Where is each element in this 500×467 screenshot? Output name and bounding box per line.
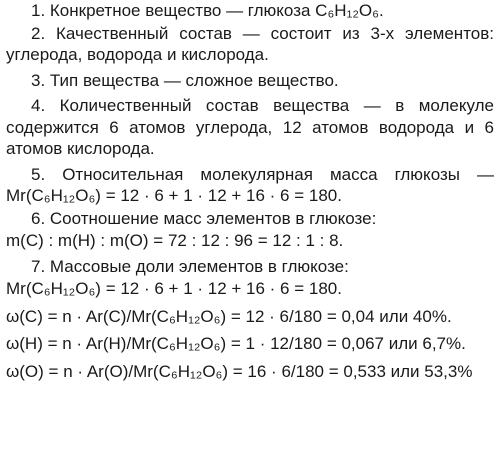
- item-5-text: 5. Относительная молекулярная масса глюкозы — Mr(C₆H₁₂O₆) = 12 · 6 + 1 · 12 + 16 · 6 = 180.: [6, 164, 494, 205]
- item-5-molecular-mass: [6, 164, 494, 207]
- item-7-hydrogen-fraction: [6, 333, 494, 355]
- item-4-text: 4. Количественный состав вещества — в молекуле содержится 6 атомов углерода, 12 атомов водорода и 6 атомов кислорода.: [6, 96, 494, 158]
- item-2-qualitative-composition: [6, 23, 494, 66]
- item-6-ratio-text: m(C) : m(H) : m(O) = 72 : 12 : 96 = 12 : 1 : 8.: [6, 231, 344, 250]
- item-6-heading-text: 6. Соотношение масс элементов в глюкозе:: [31, 208, 377, 228]
- item-4-quantitative-composition: [6, 95, 494, 160]
- item-6-mass-ratio: [6, 230, 494, 252]
- oxygen-fraction-text: ω(O) = n · Ar(O)/Mr(C₆H₁₂O₆) = 16 · 6/180 = 0,533 или 53,3%: [6, 361, 473, 381]
- item-1-text: 1. Конкретное вещество — глюкоза C₆H₁₂O₆.: [31, 1, 384, 20]
- item-7-mr-text: Mr(C₆H₁₂O₆) = 12 · 6 + 1 · 12 + 16 · 6 = 180.: [6, 279, 342, 298]
- item-2-text: 2. Качественный состав — состоит из 3-х элементов: углерода, водорода и кислорода.: [6, 23, 494, 64]
- item-1-specific-substance: [6, 0, 494, 22]
- item-3-substance-type: [6, 70, 494, 92]
- item-7-carbon-fraction: [6, 306, 494, 328]
- item-7-oxygen-fraction: [6, 361, 494, 383]
- hydrogen-fraction-text: ω(H) = n · Ar(H)/Mr(C₆H₁₂O₆) = 1 · 12/180 = 0,067 или 6,7%.: [6, 334, 466, 353]
- item-6-heading: [6, 208, 494, 230]
- item-7-heading-text: 7. Массовые доли элементов в глюкозе:: [31, 256, 349, 276]
- item-7-molecular-mass-formula: [6, 278, 494, 300]
- item-3-text: 3. Тип вещества — сложное вещество.: [31, 70, 339, 90]
- item-7-heading: [6, 256, 494, 278]
- carbon-fraction-text: ω(C) = n · Ar(C)/Mr(C₆H₁₂O₆) = 12 · 6/180 = 0,04 или 40%.: [6, 306, 452, 326]
